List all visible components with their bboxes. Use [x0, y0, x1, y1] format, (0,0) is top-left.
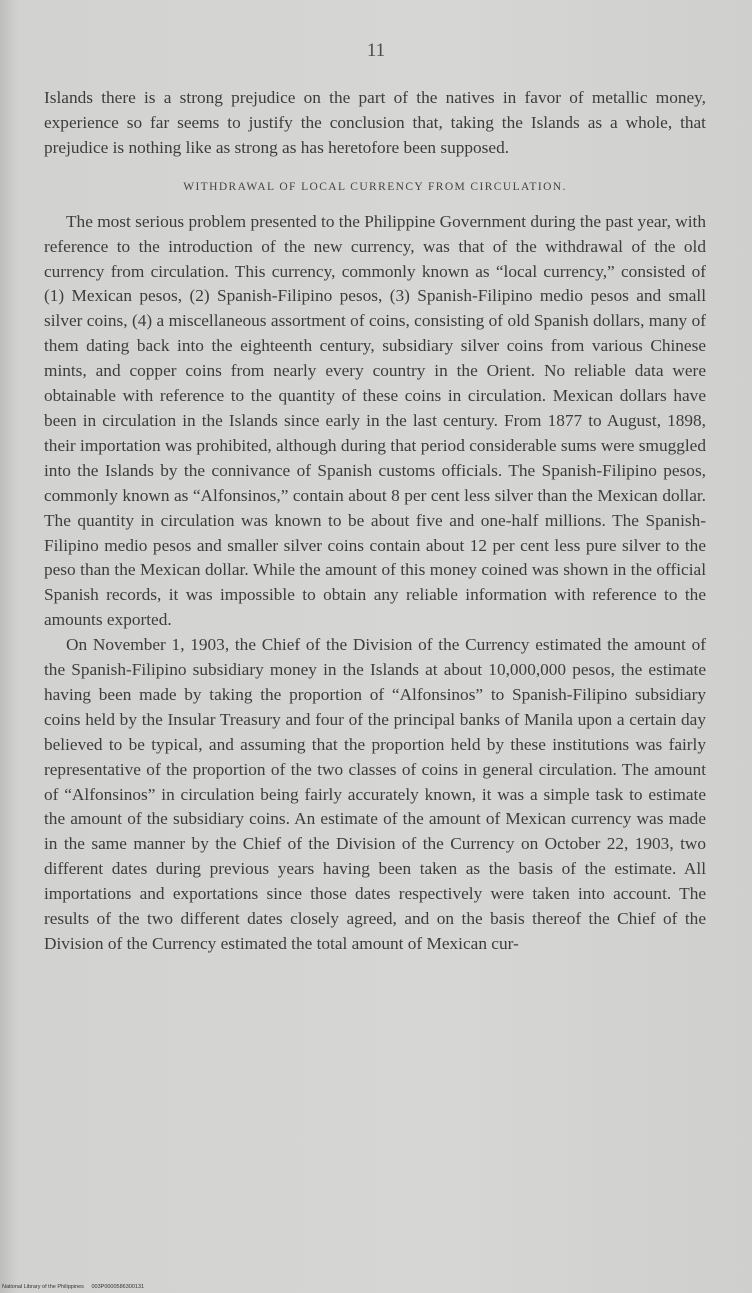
body-text — [44, 86, 706, 957]
footer-library: National Library of the Philippines — [2, 1284, 84, 1290]
paragraph-currency-estimate: On November 1, 1903, the Chief of the Division of the Currency estimated the amount of the Spanish-Filipino subsidiary money in the Islands at about 10,000,000 pesos, the estimate having been made by taking the proportion of “Alfonsinos” to Spanish-Filipino subsidiary coins held by the Insular Treasury and four of the principal banks of Manila upon a certain day believed to be typical, and assuming that the proportion held by these institutions was fairly representative of the proportion of the two classes of coins in general circulation. The amount of “Alfonsinos” in circulation being fairly accurately known, it was a simple task to estimate the amount of the subsidiary coins. An estimate of the amount of Mexican currency was made in the same manner by the Chief of the Division of the Currency on October 22, 1903, two different dates during previous years having been taken as the basis of the estimate. All importations and exportations since those dates respectively were taken into account. The results of the two different dates closely agreed, and on the basis thereof the Chief of the Division of the Currency estimated the total amount of Mexican cur- — [44, 635, 706, 953]
intro-paragraph: Islands there is a strong prejudice on the part of the natives in favor of metallic money, experience so far seems to justify the conclusion that, taking the Islands as a whole, that prejudice is nothing like as strong as has heretofore been supposed. — [44, 88, 706, 157]
footer-code: 003P0000586300131 — [91, 1284, 145, 1290]
page-number: 11 — [366, 40, 386, 61]
scan-footer — [2, 1284, 150, 1290]
paragraph-withdrawal-problem: The most serious problem presented to the Philippine Government during the past year, with reference to the introduction of the new currency, was that of the withdrawal of the old currency from circulation. This currency, commonly known as “local currency,” consisted of (1) Mexican pesos, (2) Spanish-Filipino pesos, (3) Spanish-Filipino medio pesos and small silver coins, (4) a miscellaneous assortment of coins, consisting of old Spanish dollars, many of them dating back into the eighteenth century, subsidiary silver coins from various Chinese mints, and copper coins from nearly every country in the Orient. No reliable data were obtainable with reference to the quantity of these coins in circulation. Mexican dollars have been in circulation in the Islands since early in the last century. From 1877 to August, 1898, their importation was prohibited, although during that period considerable sums were smuggled into the Islands by the connivance of Spanish customs officials. The Spanish-Filipino pesos, commonly known as “Alfonsinos,” contain about 8 per cent less silver than the Mexican dollar. The quantity in circulation was known to be about five and one-half millions. The Spanish-Filipino medio pesos and smaller silver coins contain about 12 per cent less pure silver to the peso than the Mexican dollar. While the amount of this money coined was shown in the official Spanish records, it was impossible to obtain any reliable information with reference to the amounts exported. — [44, 211, 706, 630]
section-heading: WITHDRAWAL OF LOCAL CURRENCY FROM CIRCULATION. — [183, 180, 567, 193]
